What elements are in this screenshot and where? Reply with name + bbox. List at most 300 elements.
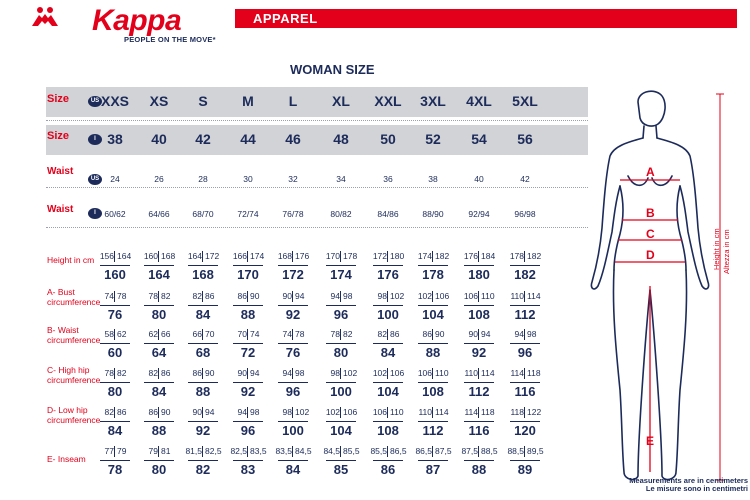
inseam-range-max: 85,5 (343, 446, 360, 456)
height-note-en: Height in cm (712, 228, 721, 270)
inseam-value: 85 (333, 462, 349, 477)
waist_circ-range-max: 82 (343, 329, 353, 339)
bust-range-max: 106 (435, 291, 450, 301)
range-divider (247, 407, 248, 418)
size-us-cell: XXL (374, 93, 402, 109)
low_hip-range-min: 82 (104, 407, 114, 417)
range-rule (188, 421, 218, 422)
high_hip-value: 104 (377, 384, 399, 399)
low_hip-value: 116 (468, 423, 490, 438)
low_hip-range (137, 407, 181, 419)
bust-range-min: 86 (237, 291, 247, 301)
waist_circ-range (319, 329, 363, 341)
waist_circ-range (137, 329, 181, 341)
waist_circ-range-min: 66 (192, 329, 202, 339)
bust-range-min: 106 (463, 291, 478, 301)
inseam-value: 78 (107, 462, 123, 477)
height-value: 180 (468, 267, 490, 282)
size-us-cell: XS (149, 93, 169, 109)
kappa-logo (30, 3, 230, 37)
range-divider (387, 368, 388, 379)
height-range (137, 251, 181, 263)
waist_circ-range (93, 329, 137, 341)
range-divider (387, 446, 388, 457)
low_hip-range-min: 114 (464, 407, 478, 417)
waist-us-cell: 36 (383, 174, 393, 184)
low_hip-range-min: 94 (237, 407, 247, 417)
inseam-value: 89 (517, 462, 533, 477)
range-divider (158, 329, 159, 340)
bust-value: 76 (107, 307, 123, 322)
height-range-min: 160 (143, 251, 158, 261)
waist_circ-range (181, 329, 225, 341)
range-divider (432, 291, 433, 302)
height-range-min: 156 (99, 251, 114, 261)
high_hip-range-max: 106 (390, 368, 405, 378)
waist-circ-label-2: circumference (47, 335, 101, 345)
bust-range-max: 94 (295, 291, 305, 301)
brand-name: Kappa (92, 4, 182, 37)
low_hip-range-max: 90 (161, 407, 171, 417)
low_hip-value: 84 (107, 423, 123, 438)
range-rule (326, 460, 356, 461)
low_hip-value: 88 (151, 423, 167, 438)
height-range-min: 168 (277, 251, 292, 261)
low_hip-range (226, 407, 270, 419)
bust-range-min: 90 (282, 291, 292, 301)
waist-i-cell: 60/62 (104, 209, 126, 219)
inseam-range-max: 81 (161, 446, 171, 456)
height-range (319, 251, 363, 263)
range-rule (144, 305, 174, 306)
row-divider (46, 120, 588, 121)
inseam-range (226, 446, 270, 458)
height-value: 174 (330, 267, 352, 282)
range-rule (510, 382, 540, 383)
range-rule (373, 305, 403, 306)
waist_circ-range-min: 62 (148, 329, 158, 339)
size-i-cell: 42 (195, 131, 211, 147)
bust-range-max: 110 (481, 291, 495, 301)
low_hip-range-max: 86 (117, 407, 127, 417)
height-range (271, 251, 315, 263)
us-badge: US (88, 174, 102, 185)
range-rule (278, 305, 308, 306)
range-rule (464, 460, 494, 461)
inseam-range-min: 81,5 (185, 446, 202, 456)
range-divider (292, 407, 293, 418)
height-range-max: 182 (435, 251, 450, 261)
size-i-label: Size (47, 130, 70, 142)
range-divider (524, 251, 525, 262)
high_hip-range-max: 98 (295, 368, 305, 378)
bust-range-min: 74 (104, 291, 114, 301)
height-range-min: 164 (187, 251, 202, 261)
high_hip-range-max: 118 (527, 368, 541, 378)
size-i-cell: 52 (425, 131, 441, 147)
inseam-range-max: 84,5 (295, 446, 312, 456)
bust-range-max: 86 (205, 291, 215, 301)
bust-range (503, 291, 547, 303)
range-rule (100, 305, 130, 306)
range-rule (233, 265, 263, 266)
high_hip-range-min: 98 (330, 368, 340, 378)
waist-us-label: Waist (47, 166, 74, 177)
bust-value: 108 (468, 307, 490, 322)
low_hip-value: 100 (282, 423, 304, 438)
waist-i-cell: 84/86 (377, 209, 399, 219)
high_hip-range-min: 94 (282, 368, 292, 378)
high_hip-range (93, 368, 137, 380)
range-divider (247, 368, 248, 379)
height-range (366, 251, 410, 263)
range-rule (373, 460, 403, 461)
inseam-range (93, 446, 137, 458)
low_hip-range (457, 407, 501, 419)
waist_circ-value: 60 (107, 345, 123, 360)
size-us-cell: XXS (100, 93, 129, 109)
height-value: 176 (377, 267, 399, 282)
waist_circ-range (411, 329, 455, 341)
range-divider (524, 329, 525, 340)
range-divider (114, 291, 115, 302)
bust-range (319, 291, 363, 303)
low_hip-value: 108 (377, 423, 399, 438)
height-range-max: 180 (390, 251, 405, 261)
range-rule (100, 421, 130, 422)
range-divider (114, 251, 115, 262)
range-divider (340, 446, 341, 457)
range-divider (292, 368, 293, 379)
height-value: 160 (104, 267, 126, 282)
waist_circ-value: 88 (425, 345, 441, 360)
bust-range-max: 98 (343, 291, 353, 301)
high_hip-range-max: 114 (481, 368, 495, 378)
range-divider (202, 329, 203, 340)
waist-i-cell: 92/94 (468, 209, 490, 219)
range-rule (464, 382, 494, 383)
height-range-min: 178 (509, 251, 524, 261)
inseam-range (366, 446, 410, 458)
range-divider (292, 251, 293, 262)
low_hip-range-min: 86 (148, 407, 158, 417)
inseam-range-min: 85,5 (370, 446, 387, 456)
height-range (503, 251, 547, 263)
range-divider (292, 446, 293, 457)
waist_circ-range-max: 90 (435, 329, 445, 339)
height-label: Height in cm (47, 255, 95, 265)
bust-range-min: 102 (417, 291, 432, 301)
bust-value: 88 (240, 307, 256, 322)
inseam-range (457, 446, 501, 458)
range-divider (524, 407, 525, 418)
height-range (411, 251, 455, 263)
range-rule (510, 343, 540, 344)
range-rule (188, 382, 218, 383)
range-divider (340, 251, 341, 262)
bust-range-min: 82 (192, 291, 202, 301)
range-rule (326, 421, 356, 422)
range-divider (387, 291, 388, 302)
waist-i-cell: 68/70 (192, 209, 214, 219)
bust-range-max: 78 (117, 291, 127, 301)
inseam-range (319, 446, 363, 458)
range-rule (144, 343, 174, 344)
height-range-max: 182 (527, 251, 542, 261)
range-rule (373, 421, 403, 422)
high_hip-value: 108 (422, 384, 444, 399)
bust-label-1: A- Bust (47, 287, 75, 297)
low_hip-value: 92 (195, 423, 211, 438)
height-range-min: 176 (463, 251, 478, 261)
waist_circ-range (503, 329, 547, 341)
waist_circ-range-min: 94 (514, 329, 524, 339)
bust-range-max: 114 (527, 291, 541, 301)
height-note-it: Altezza in cm (722, 229, 731, 274)
range-divider (158, 251, 159, 262)
height-value: 182 (514, 267, 536, 282)
waist-us-cell: 34 (336, 174, 346, 184)
range-rule (326, 343, 356, 344)
range-divider (432, 368, 433, 379)
waist_circ-range-max: 78 (295, 329, 305, 339)
marker-d: D (646, 248, 655, 262)
low_hip-range-max: 122 (527, 407, 542, 417)
bust-value: 104 (422, 307, 444, 322)
waist_circ-value: 80 (333, 345, 349, 360)
range-divider (478, 291, 479, 302)
chart-title: WOMAN SIZE (290, 62, 375, 77)
waist_circ-range-min: 78 (330, 329, 340, 339)
height-range (226, 251, 270, 263)
height-range (93, 251, 137, 263)
bust-range (93, 291, 137, 303)
low_hip-range-max: 102 (295, 407, 310, 417)
high_hip-range-max: 110 (435, 368, 449, 378)
high-hip-label-1: C- High hip (47, 365, 90, 375)
low_hip-value: 104 (330, 423, 352, 438)
low_hip-range (319, 407, 363, 419)
high_hip-range (411, 368, 455, 380)
range-rule (188, 305, 218, 306)
i-badge: I (88, 134, 102, 145)
range-divider (114, 407, 115, 418)
range-rule (418, 265, 448, 266)
range-rule (233, 460, 263, 461)
range-rule (278, 343, 308, 344)
low_hip-range-min: 102 (325, 407, 340, 417)
waist_circ-range-min: 74 (282, 329, 292, 339)
high_hip-value: 100 (330, 384, 352, 399)
bust-label-2: circumference (47, 297, 101, 307)
bust-range-min: 78 (148, 291, 158, 301)
range-rule (278, 265, 308, 266)
inseam-range-max: 87,5 (435, 446, 452, 456)
range-rule (373, 343, 403, 344)
inseam-range-max: 89,5 (527, 446, 544, 456)
waist-us-cell: 40 (474, 174, 484, 184)
range-rule (464, 421, 494, 422)
row-divider (46, 187, 588, 188)
inseam-range (503, 446, 547, 458)
range-divider (202, 446, 203, 457)
waist_circ-value: 68 (195, 345, 211, 360)
low_hip-range-min: 90 (192, 407, 202, 417)
height-value: 172 (282, 267, 304, 282)
high_hip-range-min: 102 (372, 368, 387, 378)
high_hip-range (137, 368, 181, 380)
waist-us-cell: 24 (110, 174, 120, 184)
waist-i-cell: 80/82 (330, 209, 352, 219)
range-divider (340, 407, 341, 418)
waist-i-cell: 88/90 (422, 209, 444, 219)
high_hip-range-min: 106 (417, 368, 432, 378)
waist_circ-value: 84 (380, 345, 396, 360)
high_hip-range-max: 102 (343, 368, 358, 378)
bust-value: 96 (333, 307, 349, 322)
waist-us-cell: 30 (243, 174, 253, 184)
size-i-cell: 54 (471, 131, 487, 147)
range-rule (278, 460, 308, 461)
waist_circ-value: 72 (240, 345, 256, 360)
high_hip-value: 116 (514, 384, 536, 399)
size-us-cell: L (288, 93, 298, 109)
range-rule (373, 382, 403, 383)
range-rule (100, 382, 130, 383)
range-divider (340, 329, 341, 340)
range-rule (188, 460, 218, 461)
bust-value: 84 (195, 307, 211, 322)
range-rule (418, 460, 448, 461)
range-divider (432, 407, 433, 418)
units-note-it: Le misure sono in centimetri (645, 484, 748, 493)
range-rule (144, 382, 174, 383)
range-divider (478, 407, 479, 418)
range-divider (114, 329, 115, 340)
range-rule (326, 265, 356, 266)
bust-value: 80 (151, 307, 167, 322)
size-i-cell: 38 (107, 131, 123, 147)
waist_circ-range-max: 62 (117, 329, 127, 339)
size-i-cell: 40 (151, 131, 167, 147)
range-rule (100, 460, 130, 461)
inseam-range-min: 77 (104, 446, 114, 456)
bust-range (271, 291, 315, 303)
range-rule (233, 382, 263, 383)
waist_circ-range-max: 74 (250, 329, 260, 339)
high-hip-label-2: circumference (47, 375, 101, 385)
low_hip-range-max: 114 (435, 407, 449, 417)
bust-range-min: 98 (377, 291, 387, 301)
range-rule (373, 265, 403, 266)
height-note (700, 180, 740, 320)
range-divider (524, 368, 525, 379)
range-rule (278, 382, 308, 383)
bust-value: 100 (377, 307, 399, 322)
waist_circ-range-min: 58 (104, 329, 114, 339)
low_hip-range (366, 407, 410, 419)
range-divider (247, 251, 248, 262)
bust-range-max: 90 (250, 291, 260, 301)
waist_circ-range-min: 82 (377, 329, 387, 339)
units-note-en: Measurements are in centimeters (629, 476, 748, 485)
waist-i-label: Waist (47, 204, 74, 215)
height-value: 178 (422, 267, 444, 282)
height-value: 164 (148, 267, 170, 282)
size-us-cell: M (242, 93, 254, 109)
low_hip-range-max: 94 (205, 407, 215, 417)
range-divider (432, 329, 433, 340)
marker-c: C (646, 227, 655, 241)
inseam-range-min: 87,5 (461, 446, 478, 456)
height-value: 168 (192, 267, 214, 282)
height-range-max: 168 (161, 251, 176, 261)
low-hip-label-2: circumference (47, 415, 101, 425)
range-rule (418, 421, 448, 422)
height-range-min: 170 (325, 251, 340, 261)
inseam-range (411, 446, 455, 458)
marker-a: A (646, 165, 655, 179)
bust-value: 112 (514, 307, 536, 322)
low_hip-range-max: 118 (481, 407, 495, 417)
high_hip-range-min: 114 (510, 368, 524, 378)
range-rule (144, 460, 174, 461)
inseam-range-min: 83,5 (275, 446, 292, 456)
waist_circ-value: 96 (517, 345, 533, 360)
inseam-range-max: 88,5 (481, 446, 498, 456)
waist-i-cell: 72/74 (237, 209, 259, 219)
range-rule (233, 305, 263, 306)
high_hip-range (271, 368, 315, 380)
size-us-cell: S (198, 93, 208, 109)
waist-us-cell: 38 (428, 174, 438, 184)
height-range-max: 178 (343, 251, 358, 261)
low_hip-range-max: 106 (343, 407, 358, 417)
inseam-value: 88 (471, 462, 487, 477)
waist_circ-value: 92 (471, 345, 487, 360)
inseam-range (137, 446, 181, 458)
high_hip-range-min: 82 (148, 368, 158, 378)
i-badge: I (88, 208, 102, 219)
range-divider (432, 446, 433, 457)
high_hip-range (366, 368, 410, 380)
high_hip-range (503, 368, 547, 380)
inseam-range-max: 83,5 (250, 446, 267, 456)
range-rule (510, 305, 540, 306)
bust-range-min: 94 (330, 291, 340, 301)
high_hip-range-min: 78 (104, 368, 114, 378)
range-divider (158, 291, 159, 302)
range-rule (100, 343, 130, 344)
marker-b: B (646, 206, 655, 220)
inseam-range-min: 84,5 (323, 446, 340, 456)
range-divider (524, 446, 525, 457)
height-range-min: 166 (232, 251, 247, 261)
range-divider (114, 368, 115, 379)
waist_circ-range-max: 98 (527, 329, 537, 339)
range-divider (292, 329, 293, 340)
range-divider (524, 291, 525, 302)
size-us-cell: XL (332, 93, 350, 109)
waist-i-cell: 76/78 (282, 209, 304, 219)
size-i-cell: 48 (333, 131, 349, 147)
range-rule (188, 265, 218, 266)
range-rule (233, 343, 263, 344)
height-range (181, 251, 225, 263)
high_hip-value: 88 (195, 384, 211, 399)
high_hip-value: 92 (240, 384, 256, 399)
range-rule (464, 343, 494, 344)
